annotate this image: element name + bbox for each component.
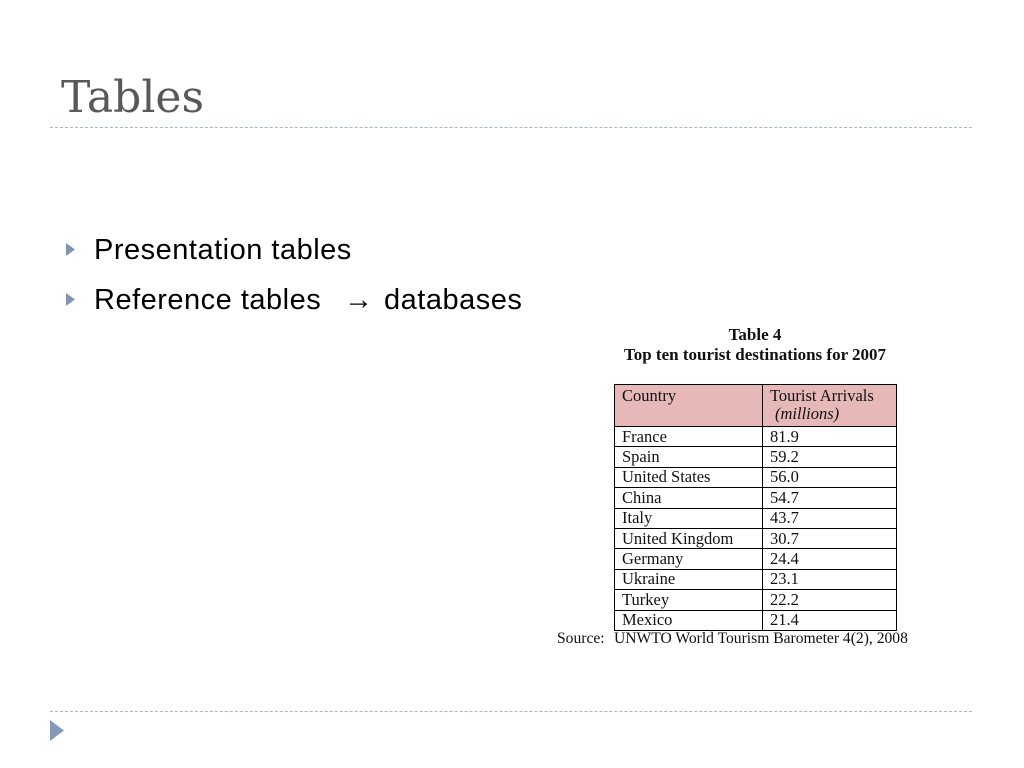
cell-country: Turkey xyxy=(615,590,763,610)
footer-divider xyxy=(50,711,972,712)
cell-country: Ukraine xyxy=(615,569,763,589)
cell-country: China xyxy=(615,488,763,508)
header-arrivals xyxy=(763,385,897,427)
header-arrivals-label: Tourist Arrivals xyxy=(770,386,874,405)
cell-arrivals: 30.7 xyxy=(763,528,897,548)
cell-arrivals: 23.1 xyxy=(763,569,897,589)
cell-arrivals: 22.2 xyxy=(763,590,897,610)
cell-country: United States xyxy=(615,467,763,487)
footer-triangle-icon xyxy=(50,720,64,741)
bullet-text: Presentation tables xyxy=(94,234,352,266)
right-arrow-icon: → xyxy=(344,284,373,316)
bullet-triangle-icon xyxy=(66,293,75,306)
table-row xyxy=(615,590,897,610)
source-label: Source: xyxy=(557,630,605,647)
table-row xyxy=(615,488,897,508)
cell-country: Spain xyxy=(615,447,763,467)
cell-arrivals: 59.2 xyxy=(763,447,897,467)
title-divider xyxy=(50,127,972,128)
header-country-label: Country xyxy=(622,386,677,405)
cell-country: Germany xyxy=(615,549,763,569)
source-text: UNWTO World Tourism Barometer 4(2), 2008 xyxy=(614,630,908,647)
header-country xyxy=(615,385,763,427)
table-row xyxy=(615,549,897,569)
table-row xyxy=(615,508,897,528)
table-row xyxy=(615,427,897,447)
cell-country: Mexico xyxy=(615,610,763,630)
cell-arrivals: 24.4 xyxy=(763,549,897,569)
cell-arrivals: 81.9 xyxy=(763,427,897,447)
cell-country: United Kingdom xyxy=(615,528,763,548)
table-row xyxy=(615,467,897,487)
cell-arrivals: 54.7 xyxy=(763,488,897,508)
table-row xyxy=(615,569,897,589)
bullet-text: databases xyxy=(384,284,523,316)
cell-country: France xyxy=(615,427,763,447)
bullet-item xyxy=(0,232,1024,268)
slide-title: Tables xyxy=(61,72,205,123)
data-table xyxy=(614,384,897,631)
cell-arrivals: 56.0 xyxy=(763,467,897,487)
table-caption: Table 4 xyxy=(728,325,782,344)
bullet-text: Reference tables xyxy=(94,284,322,316)
cell-country: Italy xyxy=(615,508,763,528)
table-title: Top ten tourist destinations for 2007 xyxy=(623,345,887,364)
cell-arrivals: 21.4 xyxy=(763,610,897,630)
bullet-triangle-icon xyxy=(66,243,75,256)
table-row xyxy=(615,447,897,467)
table-row xyxy=(615,610,897,630)
table-row xyxy=(615,528,897,548)
table-header-row xyxy=(615,385,897,427)
bullet-item xyxy=(0,282,1024,318)
cell-arrivals: 43.7 xyxy=(763,508,897,528)
header-unit: (millions) xyxy=(775,404,840,423)
